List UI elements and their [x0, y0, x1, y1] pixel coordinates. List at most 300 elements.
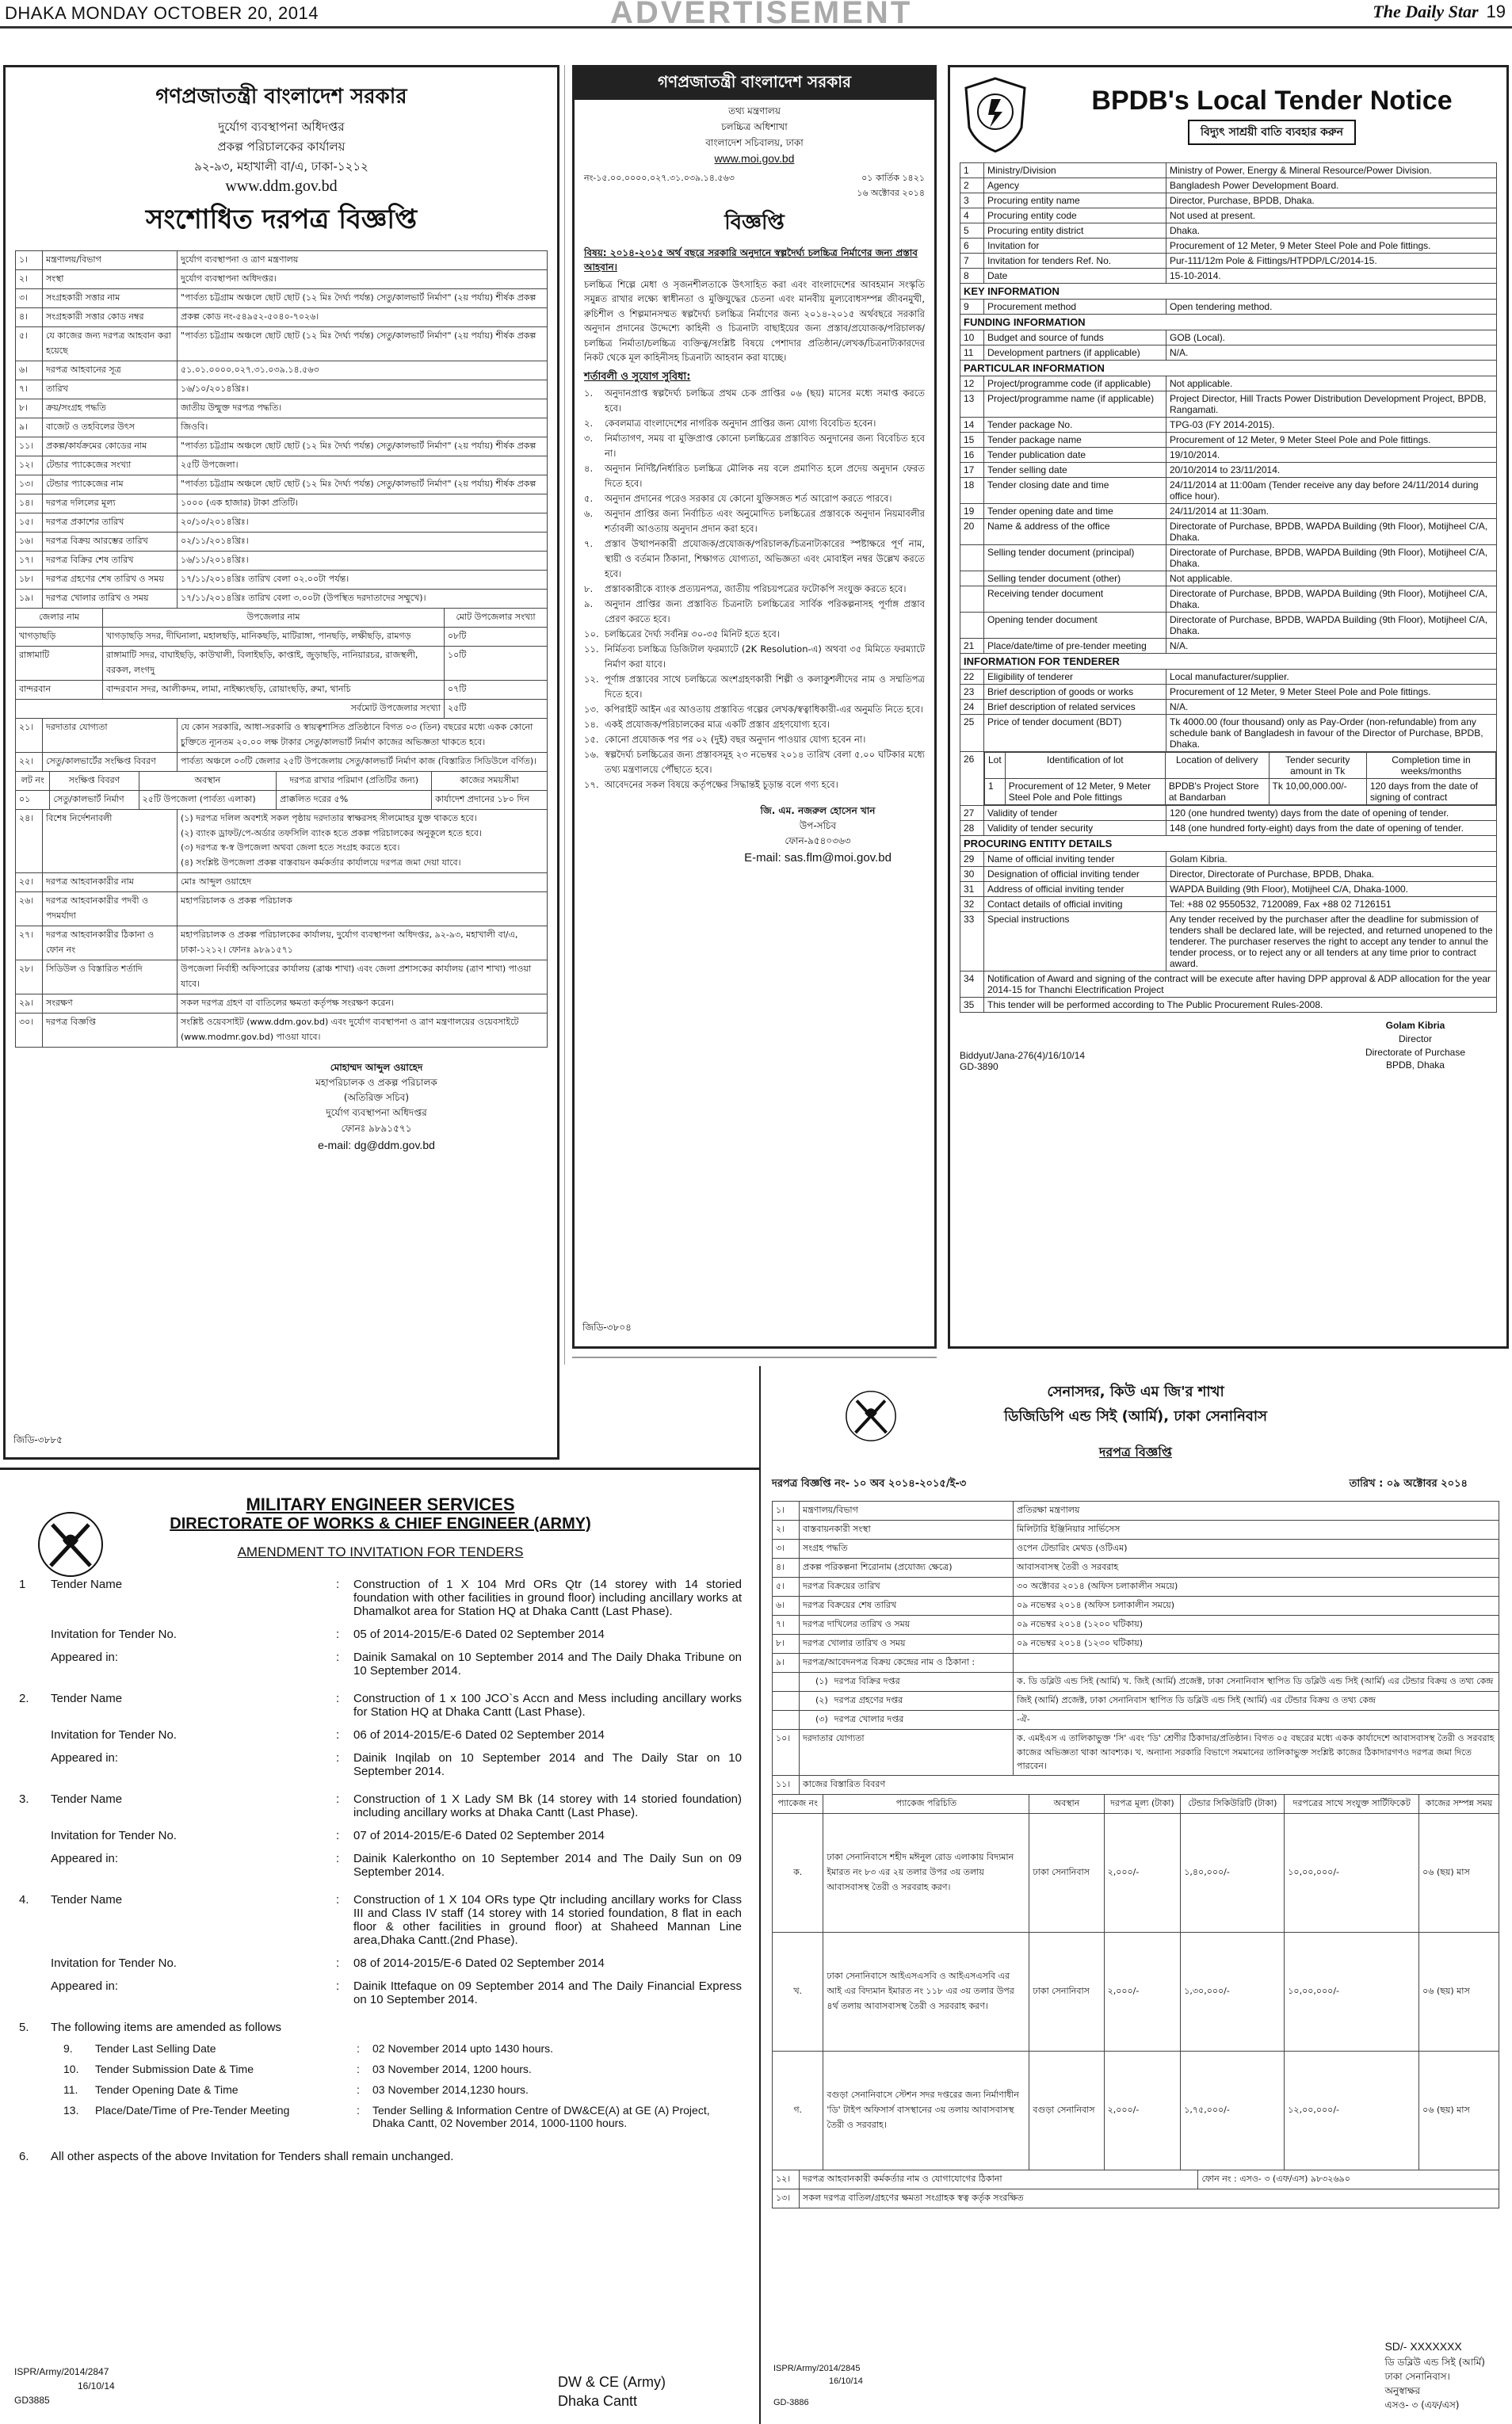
ad2-email[interactable]: E-mail: sas.flm@moi.gov.bd [744, 851, 892, 865]
ad1-table [15, 250, 548, 609]
page-header [0, 0, 1512, 29]
amend-row: 10. Tender Submission Date & Time : 03 November 2014, 1200 hours. [63, 2063, 532, 2075]
table-row [960, 700, 1497, 715]
table-cell: Name & address of the office [984, 519, 1166, 545]
table-cell: ২। [773, 1521, 800, 1540]
lot-cell: 1 [985, 779, 1006, 805]
table-cell: মোঃ আব্দুল ওয়াহেদ [178, 872, 548, 891]
list-text: অনুদান প্রাপ্তির জন্য নির্বাচিত এবং অনুমোদিত চলচ্চিত্রের প্রস্তাবকে অনুদান নিয়মাবলীর শর্তাবলী আওতায় অনুদান প্রদান করা হবে। [605, 508, 925, 535]
table-cell: উপজেলা নির্বাহী অফিসারের কার্যালয় (ব্রাঞ্চ শাখা) এবং জেলা প্রশাসকের কার্যালয় (ত্রাণ শাখা) পাওয়া যাবে। [178, 960, 548, 994]
list-number: ১. [584, 387, 594, 399]
table-cell: 3 [960, 193, 984, 208]
table-cell: 19 [960, 504, 984, 519]
field-value: Dainik Ittefaque on 09 September 2014 and The Daily Financial Express on 10 September 2014. [353, 1979, 742, 2006]
ad3-sig-dept: Directorate of Purchase [1365, 1046, 1465, 1058]
table-row [773, 1692, 1499, 1711]
amend-row: 11. Tender Opening Date & Time : 03 November 2014,1230 hours. [63, 2083, 529, 2096]
table-row [960, 300, 1497, 315]
table-cell: ৭। [16, 380, 43, 399]
ad-mes-amendment [3, 1477, 758, 2420]
table-cell: ৫১.০১.০০০০.০২৭.৩১.০৩৯.১৪.৫৬৩ [178, 361, 548, 380]
table-cell: ২১। [16, 719, 43, 753]
lot-table [984, 752, 1496, 805]
table-row [960, 545, 1497, 571]
table-cell: ২৫টি উপজেলা। [178, 456, 548, 475]
table-cell: N/A. [1166, 345, 1497, 361]
table-row [16, 628, 548, 647]
table-row [16, 590, 548, 609]
table-cell: 2 [960, 178, 984, 193]
table-cell: ০২/১১/২০১৪খ্রিঃ। [178, 533, 548, 552]
table-cell: 10 [960, 330, 984, 345]
list-item [584, 431, 925, 461]
table-cell: ১০। [773, 1730, 800, 1776]
table-cell: ০৬ (ছয়) মাস [1419, 2051, 1499, 2170]
table-header-cell: দরপত্র মূল্য (টাকা) [1104, 1794, 1181, 1813]
ad2-sig-title: উপ-সচিব [799, 819, 837, 831]
table-cell: ১। [773, 1502, 800, 1521]
table-cell: 148 (one hundred forty-eight) days from the date of opening of tender. [1166, 821, 1497, 836]
table-cell: ২,০০০/- [1104, 1932, 1181, 2051]
table-cell: ১। [16, 251, 43, 270]
table-cell: Place/date/time of pre-tender meeting [984, 639, 1166, 654]
table-cell: দরপত্র গ্রহণের দপ্তর [834, 1695, 903, 1705]
ad3-ref2: GD-3890 [960, 1061, 998, 1073]
table-row [16, 552, 548, 571]
table-row [16, 270, 548, 289]
table-header-cell: টেন্ডার সিকিউরিটি (টাকা) [1181, 1794, 1285, 1813]
table-cell: ১০,০০,০০০/- [1285, 1813, 1419, 1932]
table-cell: জিই (আর্মি) প্রজেক্ট, ঢাকা সেনানিবাস স্থাপিত ডি ডব্লিউ এন্ড সিই (আর্মি) এর টেন্ডার বিক্রয় ও তথ্য কেন্দ্র [1014, 1692, 1499, 1711]
table-row [773, 1654, 1499, 1673]
table-cell: ৪। [16, 308, 43, 327]
table-cell: বগুড়া সেনানিবাসে স্টেশন সদর দপ্তরের জন্য নির্মাণাধীন 'ডি' টাইপ অফিসার্স বাসস্থানের ৩য় তলায় আবাসবাসস্থ তৈরী ও সরবরাহ। [823, 2051, 1029, 2170]
army-emblem-icon [35, 1509, 106, 1580]
table-cell: ১৬/১১/২০১৪খ্রিঃ। [178, 552, 548, 571]
table-cell: "পার্বত্য চট্টগ্রাম অঞ্চলে ছোট ছোট (১২ মিঃ দৈর্ঘ্য পর্যন্ত) সেতু/কালভার্ট নির্মাণ" (২য় পর্যায়) শীর্ষক প্রকল্প [178, 475, 548, 494]
list-item [584, 747, 925, 777]
table-cell: 120 (one hundred twenty) days from the date of opening of tender. [1166, 806, 1497, 821]
amend-number: 13. [63, 2104, 79, 2117]
field-label: Appeared in: [51, 1979, 119, 1993]
field-label: Appeared in: [51, 1852, 119, 1865]
table-cell: 6 [960, 239, 984, 254]
table-row [960, 882, 1497, 897]
list-number: ৪. [584, 463, 594, 475]
column-rule [564, 65, 565, 1365]
amend-number: 9. [63, 2042, 73, 2055]
table-cell: ২। [16, 270, 43, 289]
list-text: অনুদানপ্রাপ্ত স্বল্পদৈর্ঘ্য চলচ্চিত্র প্রথম চেক প্রাপ্তির ০৬ (ছয়) মাসের মধ্যে সমাপ্ত করতে হবে। [605, 387, 925, 414]
table-cell: 12 [960, 376, 984, 391]
table-cell: প্রকল্প/কার্যক্রমের কোডের নাম [43, 437, 178, 456]
table-cell: Directorate of Purchase, BPDB, WAPDA Building (9th Floor), Motijheel C/A, Dhaka. [1166, 613, 1497, 639]
table-row [16, 533, 548, 552]
table-cell: মহাপরিচালক ও প্রকল্প পরিচালক [178, 891, 548, 926]
ad4-amend-list [19, 2042, 742, 2129]
ad4-n5: 5. [19, 2021, 29, 2034]
table-cell: Agency [984, 178, 1166, 193]
table-header-cell: মোট উপজেলার সংখ্যা [445, 609, 548, 628]
table-cell: ১,৪০,০০০/- [1181, 1813, 1285, 1932]
list-text: কোনো প্রযোজক পর পর ০২ (দুই) বছর অনুদান পাওয়ার যোগ্য হবেন না। [605, 733, 866, 745]
table-cell: 19/10/2014. [1166, 448, 1497, 463]
table-cell: ১,৩০,০০০/- [1181, 1932, 1285, 2051]
table-cell: Procurement method [984, 300, 1166, 315]
ad3-sig-org: BPDB, Dhaka [1385, 1059, 1445, 1071]
table-cell: ০৬ (ছয়) মাস [1419, 1813, 1499, 1932]
ad2-code: জিডি-৩৮০৪ [582, 1322, 632, 1333]
list-item [584, 627, 925, 642]
table-cell: Selling tender document (other) [984, 571, 1166, 586]
table-row [16, 475, 548, 494]
field-value: 06 of 2014-2015/E-6 Dated 02 September 2014 [353, 1728, 605, 1742]
table-cell: 32 [960, 897, 984, 912]
table-cell: পার্বত্য অঞ্চলে ০৩টি জেলার ২৫টি উপজেলায় সেতু/কালভার্ট নির্মাণ কাজ (বিস্তারিত সিডিউলে বর্ণিত)। [178, 753, 548, 772]
table-cell: ১৭। [16, 552, 43, 571]
table-cell: দরদাতার যোগ্যতা [43, 719, 178, 753]
table-cell: ২২। [16, 753, 43, 772]
field-value: 08 of 2014-2015/E-6 Dated 02 September 2014 [353, 1956, 605, 1970]
ad3-table [960, 162, 1497, 1013]
table-cell: Directorate of Purchase, BPDB, WAPDA Building (9th Floor), Motijheel C/A, Dhaka. [1166, 586, 1497, 613]
table-row [773, 1559, 1499, 1578]
table-cell: দরপত্র বিক্রয় আরম্ভের তারিখ [43, 533, 178, 552]
ad2-signatory: জি. এম. নজরুল হোসেন খান [760, 804, 876, 816]
table-cell: ৪। [773, 1559, 800, 1578]
table-row [773, 1813, 1499, 1932]
table-row [773, 1502, 1499, 1521]
list-text: প্রস্তাব উত্থাপনকারী প্রযোজক/প্রযোজক/পরিচালক/চিত্রনাট্যকারের স্পষ্টাক্ষরে পূর্ণ নাম, স্থায়ী ও বর্তমান ঠিকানা, শিক্ষাগত যোগ্যতা, অভিজ্ঞতা এবং মোবাইল নম্বর উল্লেখ করতে হবে। [605, 538, 925, 579]
table-cell: 30 [960, 867, 984, 882]
table-cell: Director, Purchase, BPDB, Dhaka. [1166, 193, 1497, 208]
table-cell: Tender selling date [984, 463, 1166, 478]
table-row [16, 327, 548, 361]
table-cell: ৯। [773, 1654, 800, 1673]
table-row [773, 2051, 1499, 2170]
lot-cell: 120 days from the date of signing of contract [1366, 779, 1495, 805]
table-cell: 26 [960, 752, 984, 806]
list-number: ৯. [584, 597, 594, 609]
table-row [16, 399, 548, 418]
tender-item: 1 Tender Name : Construction of 1 X 104 Mrd ORs Qtr (14 storey with 14 storied foundation with other facilities in ground floor) including ancillary works at Dhamalkot area for Station HQ at Dhaka Cantt (Last Phase). Invitation for Tender No. : 05 of 2014-2015/E-6 Dated 02 September 2014 Appeared in: : Dainik Samakal on 10 September 2014 and The Daily Dhaka Tribune on 10 September 2014. [19, 1578, 742, 1678]
table-cell: "পার্বত্য চট্টগ্রাম অঞ্চলে ছোট ছোট (১২ মিঃ দৈর্ঘ্য পর্যন্ত) সেতু/কালভার্ট নির্মাণ" (২য় পর্যায়) শীর্ষক প্রকল্প [178, 289, 548, 308]
table-cell: গ. [773, 2051, 823, 2170]
table-cell: This tender will be performed according to The Public Procurement Rules-2008. [984, 998, 1497, 1013]
ad5-table [772, 1501, 1499, 1795]
table-cell: Procurement of 12 Meter, 9 Meter Steel Pole and Pole fittings. [1166, 433, 1497, 448]
table-cell: Tk 4000.00 (four thousand) only as Pay-Order (non-refundable) from any schedule bank of Bangladesh in favour of the Director of Purchase, BPDB, Dhaka. [1166, 715, 1497, 752]
list-text: অনুদান প্রদানের পরেও সরকার যে কোনো যুক্তিসঙ্গত শর্ত আরোপ করতে পারবে। [605, 493, 892, 505]
ad1-dept: দুর্যোগ ব্যবস্থাপনা অধিদপ্তর [218, 120, 345, 134]
table-cell: দরপত্র খোলার দপ্তর [834, 1714, 904, 1724]
ad3-signatory: Golam Kibria [1385, 1020, 1445, 1031]
ad1-title: সংশোধিত দরপত্র বিজ্ঞপ্তি [145, 204, 418, 235]
field-value: Dainik Kalerkontho on 10 September 2014 and The Daily Sun on 09 September 2014. [353, 1852, 742, 1879]
table-row [960, 685, 1497, 700]
table-cell: -ঐ- [1014, 1711, 1499, 1730]
table-cell: Validity of tender [984, 806, 1166, 821]
ad4-ref3: GD3885 [14, 2395, 50, 2406]
item-number: 2. [19, 1692, 29, 1705]
table-cell: ২৫টি উপজেলা (পার্বত্য এলাকা) [139, 791, 277, 810]
table-cell: ৭। [773, 1616, 800, 1635]
header-section: ADVERTISEMENT [610, 0, 913, 30]
field-label: Tender Name [51, 1893, 123, 1907]
table-header-cell: দরপত্র রাখার পরিমাণ (প্রতিটির জন্য) [277, 772, 432, 791]
ad4-title1: MILITARY ENGINEER SERVICES [246, 1494, 515, 1514]
field-label: Tender Name [51, 1792, 123, 1806]
field-value: 05 of 2014-2015/E-6 Dated 02 September 2014 [353, 1628, 605, 1641]
table-cell: সিডিউল ও বিস্তারিত শর্তাদি [43, 960, 178, 994]
list-item [584, 777, 925, 792]
table-cell: 25 [960, 715, 984, 752]
lot-header: Completion time in weeks/months [1366, 753, 1495, 779]
ad2-terms-title: শর্তাবলী ও সুযোগ সুবিধা: [584, 371, 691, 384]
amend-label: Place/Date/Time of Pre-Tender Meeting [95, 2104, 290, 2117]
lot-header: Identification of lot [1005, 753, 1165, 779]
table-row [16, 418, 548, 437]
table-cell: Name of official inviting tender [984, 852, 1166, 867]
table-cell: ১৯। [16, 590, 43, 609]
table-cell: 20 [960, 519, 984, 545]
list-item [584, 732, 925, 747]
table-cell: কাজের বিস্তারিত বিবরণ [800, 1775, 1499, 1794]
table-row [773, 1616, 1499, 1635]
table-cell: দরপত্র আহবানকারীর নাম [43, 872, 178, 891]
section-header: PROCURING ENTITY DETAILS [960, 836, 1497, 852]
ad5-footer-table [772, 2170, 1499, 2208]
ad1-lower-table [15, 718, 548, 772]
note-item: (১) দরপত্র দলিল অবশ্যই সকল পৃষ্ঠায় দরদাতার স্বাক্ষরসহ সীলমোহর যুক্ত থাকতে হবে। [181, 813, 477, 823]
lot-cell: Tk 10,00,000.00/- [1269, 779, 1366, 805]
list-item [584, 642, 925, 672]
table-cell: দরপত্র বিক্রয়ের শেষ তারিখ [800, 1597, 1014, 1616]
table-cell: সংগ্রহকারী সত্তার কোড নম্বর [43, 308, 178, 327]
table-row [960, 613, 1497, 639]
ad3-ref1: Biddyut/Jana-276(4)/16/10/14 [960, 1050, 1086, 1062]
table-cell: মন্ত্রণালয়/বিভাগ [800, 1502, 1014, 1521]
item-number: 4. [19, 1893, 29, 1907]
table-cell: 15-10-2014. [1166, 269, 1497, 284]
ad1-web: www.ddm.gov.bd [225, 178, 338, 195]
table-header-cell: প্যাকেজ নং [773, 1794, 823, 1813]
table-cell: ০৮টি [445, 628, 548, 647]
ad4-sig2: Dhaka Cantt [558, 2392, 638, 2409]
table-cell: ২৯। [16, 994, 43, 1013]
table-cell: যে কোন সরকারি, আধা-সরকারি ও স্বায়ত্বশাসিত প্রতিষ্ঠানে বিগত ০৩ (তিন) বছরের মধ্যে একক কোনো চুক্তিতে ন্যূনতম ২০.০০ লক্ষ টাকার সেতু/কালভার্ট নির্মাণ কাজের অভিজ্ঞতা থাকতে হবে। [178, 719, 548, 753]
header-date: DHAKA MONDAY OCTOBER 20, 2014 [5, 3, 319, 23]
table-cell: 22 [960, 670, 984, 685]
list-item [584, 491, 925, 506]
table-row [960, 178, 1497, 193]
table-row [960, 433, 1497, 448]
table-cell: ০৭টি [445, 681, 548, 700]
table-row [960, 418, 1497, 433]
table-cell: Eligibility of tenderer [984, 670, 1166, 685]
amend-row: 9. Tender Last Selling Date : 02 November 2014 upto 1430 hours. [63, 2042, 554, 2055]
table-cell: ২৮। [16, 960, 43, 994]
list-text: প্রস্তাবকারীকে ব্যাংক প্রত্যয়নপত্র, জাতীয় পরিচয়পত্রের ফটোকপি সংযুক্ত করতে হবে। [605, 582, 907, 594]
table-cell: ১৪। [16, 494, 43, 513]
ad5-ref2: 16/10/14 [829, 2376, 863, 2386]
table-cell: Procuring entity code [984, 208, 1166, 223]
table-row [16, 494, 548, 513]
ad1-district-table [15, 608, 548, 719]
table-cell: Selling tender document (principal) [984, 545, 1166, 571]
table-cell: Contact details of official inviting [984, 897, 1166, 912]
table-cell: ২,০০০/- [1104, 2051, 1181, 2170]
table-cell: ১৭/১১/২০১৪খ্রিঃ তারিখ বেলা ০২.০০টা পর্যন্ত। [178, 571, 548, 590]
list-item [584, 506, 925, 536]
table-header-cell: প্যাকেজ পরিচিতি [823, 1794, 1029, 1813]
table-row [16, 308, 548, 327]
table-cell: ১২। [773, 2170, 800, 2189]
table-cell: ঢাকা সেনানিবাসে আইএসএসবি ও আইএসএসবি এর আই এর বিদ্যমান ইমারত নং ১১৮ এর ৩য় তলার উপর ৪র্থ তলায় আবাসবাসস্থ তৈরী ও সরবরাহ করণ। [823, 1932, 1029, 2051]
table-cell: Brief description of related services [984, 700, 1166, 715]
table-cell: রাঙ্গামাটি [16, 647, 103, 681]
row-rule [572, 1357, 937, 1358]
table-cell: Ministry of Power, Energy & Mineral Resource/Power Division. [1166, 163, 1497, 178]
table-cell: ০৯ নভেম্বর ২০১৪ (১২৩০ ঘটিকায়) [1014, 1635, 1499, 1654]
table-cell: ৩০ অক্টোবর ২০১৪ (অফিস চলাকালীন সময়ে) [1014, 1578, 1499, 1597]
field-label: Invitation for Tender No. [51, 1829, 177, 1842]
table-cell: দরপত্র আহবানকারী কর্মকর্তার নাম ও যোগাযোগের ঠিকানা [800, 2170, 1198, 2189]
table-cell: Not applicable. [1166, 571, 1497, 586]
ad3-title: BPDB's Local Tender Notice [1091, 85, 1453, 116]
table-cell: Project/programme name (if applicable) [984, 391, 1166, 418]
table-cell: 11 [960, 345, 984, 361]
list-item [584, 702, 925, 717]
field-value: 07 of 2014-2015/E-6 Dated 02 September 2014 [353, 1829, 605, 1842]
table-cell: ১০,০০,০০০/- [1285, 1932, 1419, 2051]
ad5-ref1: ISPR/Army/2014/2845 [773, 2363, 861, 2373]
table-cell: 28 [960, 821, 984, 836]
table-cell: "পার্বত্য চট্টগ্রাম অঞ্চলে ছোট ছোট (১২ মিঃ দৈর্ঘ্য পর্যন্ত) সেতু/কালভার্ট নির্মাণ" (২য় পর্যায়) শীর্ষক প্রকল্প [178, 327, 548, 361]
ad1-signatory: মোহাম্মদ আব্দুল ওয়াহেদ [330, 1061, 423, 1073]
ad5-title: দরপত্র বিজ্ঞপ্তি [1099, 1445, 1172, 1460]
tender-item: 4. Tender Name : Construction of 1 X 104 ORs type Qtr including ancillary works for Class III and Class IV staff (14 storey with 14 storied foundation, 8 flat in each floor & other facilities in ground floor) at Shaheed Mannan Line area,Dhaka Cantt.(2nd Phase). Invitation for Tender No. : 08 of 2014-2015/E-6 Dated 02 September 2014 Appeared in: : Dainik Ittefaque on 09 September 2014 and The Daily Financial Express on 10 September 2014. [19, 1893, 742, 2006]
table-cell: Local manufacturer/supplier. [1166, 670, 1497, 685]
field-value: Construction of 1 X Lady SM Bk (14 storey with 14 storied foundation) including ancillary works at Dhaka Cantt (Last Phase). [353, 1792, 742, 1819]
field-label: Appeared in: [51, 1751, 119, 1765]
table-cell: ২,০০০/- [1104, 1813, 1181, 1932]
ad1-sig-sub: (অতিরিক্ত সচিব) [343, 1092, 410, 1104]
ad4-sig1: DW & CE (Army) [558, 2374, 666, 2391]
item-number: 1 [19, 1578, 26, 1591]
ad2-web[interactable]: www.moi.gov.bd [714, 152, 795, 165]
table-cell: Invitation for tenders Ref. No. [984, 254, 1166, 269]
table-cell: Ministry/Division [984, 163, 1166, 178]
table-cell: Project/programme code (if applicable) [984, 376, 1166, 391]
table-cell: ১২। [16, 456, 43, 475]
table-row [773, 1711, 1499, 1730]
table-cell: ০৯ নভেম্বর ২০১৪ (অফিস চলাকালীন সময়ে) [1014, 1597, 1499, 1616]
table-cell: Opening tender document [984, 613, 1166, 639]
list-item [584, 582, 925, 597]
ad-bpdb-tender [948, 65, 1509, 1349]
table-row [960, 239, 1497, 254]
table-cell: সেতু/কালভার্ট নির্মাণ [50, 791, 139, 810]
table-cell: প্রতিরক্ষা মন্ত্রণালয় [1014, 1502, 1499, 1521]
list-number: ১৬. [584, 748, 599, 760]
table-cell [960, 586, 984, 613]
table-row [773, 1635, 1499, 1654]
table-row [16, 872, 548, 891]
table-row [960, 254, 1497, 269]
list-number: ৭. [584, 538, 594, 550]
list-number: ৬. [584, 508, 594, 520]
table-cell: দরপত্র বিক্রয়ের তারিখ [800, 1578, 1014, 1597]
table-cell: সেতু/কালভার্টের সংক্ষিপ্ত বিবরণ [43, 753, 178, 772]
amend-number: 10. [63, 2063, 79, 2075]
table-cell: Director, Directorate of Purchase, BPDB, Dhaka. [1166, 867, 1497, 882]
table-cell: 5 [960, 223, 984, 239]
table-cell: টেন্ডার প্যাকেজের সংখ্যা [43, 456, 178, 475]
table-row [960, 852, 1497, 867]
table-cell: সংশ্লিষ্ট ওয়েবসাইট (www.ddm.gov.bd) এবং দুর্যোগ ব্যবস্থাপনা ও ত্রাণ মন্ত্রণালয়ের ওয়েবসাইটে (www.modmr.gov.bd) পাওয়া যাবে। [178, 1013, 548, 1047]
table-header-cell: দরপত্রের সাথে সংযুক্ত সার্টিফিকেট [1285, 1794, 1419, 1813]
list-number: ১৭. [584, 778, 599, 790]
table-cell: 13 [960, 391, 984, 418]
list-text: পূর্ণাঙ্গ প্রস্তাবের সাথে চলচ্চিত্রে অংশগ্রহণকারী শিল্পী ও কলাকুশলীদের নাম ও সম্মতিপত্র দিতে হবে। [605, 673, 925, 700]
table-cell: 24/11/2014 at 11:30am. [1166, 504, 1497, 519]
table-header-cell: সংক্ষিপ্ত বিবরণ [50, 772, 139, 791]
table-cell: দরপত্র দলিলের মূল্য [43, 494, 178, 513]
table-cell: WAPDA Building (9th Floor), Motijheel C/A, Dhaka-1000. [1166, 882, 1497, 897]
table-cell: প্রকল্প কোড নং-৫৪৯৫২-৫০৪০-৭০২৬। [178, 308, 548, 327]
field-value: Construction of 1 X 104 Mrd ORs Qtr (14 storey with 14 storied foundation with other facilities in ground floor) including ancillary works at Dhamalkot area for Station HQ at Dhaka Cantt (Last Phase). [353, 1578, 742, 1618]
table-cell: Tender closing date and time [984, 478, 1166, 504]
field-value: Dainik Samakal on 10 September 2014 and The Daily Dhaka Tribune on 10 September 2014. [353, 1651, 742, 1678]
amend-label: Tender Submission Date & Time [95, 2063, 254, 2075]
list-number: ২. [584, 418, 594, 429]
table-cell: Procurement of 12 Meter, 9 Meter Steel Pole and Pole fittings. [1166, 239, 1497, 254]
table-cell: ঢাকা সেনানিবাসে শহীদ মঈনুল রোড এলাকায় বিদ্যমান ইমারত নং ৮৩ এর ২য় তলার উপর ৩য় তলায় আবাসবাসস্থ তৈরী ও সরবরাহ করণ। [823, 1813, 1029, 1932]
amend-label: Tender Last Selling Date [95, 2042, 216, 2055]
table-row [960, 586, 1497, 613]
table-cell: Procuring entity district [984, 223, 1166, 239]
table-cell: সংগ্রহকারী সত্তার নাম [43, 289, 178, 308]
table-cell: ৬। [16, 361, 43, 380]
table-cell: খ. [773, 1932, 823, 2051]
ad2-ministry: তথ্য মন্ত্রণালয় [728, 105, 781, 116]
table-cell: দরপত্র দাখিলের তারিখ ও সময় [800, 1616, 1014, 1635]
ad3-sig-title: Director [1398, 1033, 1432, 1044]
table-cell: Price of tender document (BDT) [984, 715, 1166, 752]
list-text: একই প্রযোজক/পরিচালকের মাত্র একটি প্রস্তাব গ্রহণযোগ্য হবে। [605, 718, 830, 730]
table-cell: ৮। [773, 1635, 800, 1654]
table-cell: ওপেন টেন্ডারিং মেথড (ওটিএম) [1014, 1540, 1499, 1559]
table-cell: 24/11/2014 at 11:00am (Tender receive any day before 24/11/2014 during office hour). [1166, 478, 1497, 504]
table-row [960, 897, 1497, 912]
ad5-ref3: GD-3886 [773, 2397, 809, 2407]
table-cell: ১৭/১১/২০১৪খ্রিঃ তারিখ বেলা ৩.০০টা (উপস্থিত দরদাতাদের সম্মুখে)। [178, 590, 548, 609]
table-cell: দুর্যোগ ব্যবস্থাপনা অধিদপ্তর। [178, 270, 548, 289]
table-row [773, 1521, 1499, 1540]
field-label: Appeared in: [51, 1651, 119, 1664]
field-label: Tender Name [51, 1692, 123, 1705]
table-cell: ১১। [773, 1775, 800, 1794]
table-cell: ঢাকা সেনানিবাস [1029, 1932, 1104, 2051]
table-row [16, 571, 548, 590]
ad1-email[interactable]: e-mail: dg@ddm.gov.bd [318, 1138, 435, 1151]
table-cell: খাগড়াছড়ি [16, 628, 103, 647]
table-row [960, 639, 1497, 654]
table-cell: দরপত্র আহবানকারীর ঠিকানা ও ফোন নং [43, 926, 178, 960]
ad2-subject: বিষয়: ২০১৪-২০১৫ অর্থ বছরে সরকারি অনুদানে স্বল্পদৈর্ঘ্য চলচ্চিত্র নির্মাণের জন্য প্রস্তাব আহবান। [584, 247, 918, 273]
list-item [584, 461, 925, 491]
